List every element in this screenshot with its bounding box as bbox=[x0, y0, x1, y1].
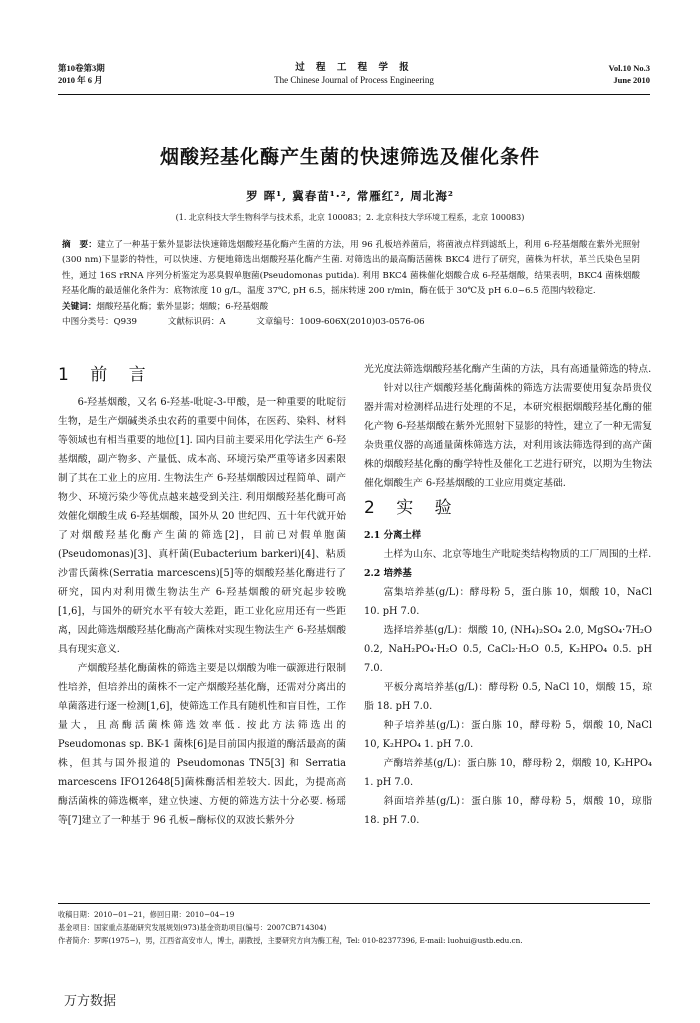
volume-en: Vol.10 No.3 bbox=[608, 63, 650, 73]
abstract-block bbox=[62, 238, 640, 330]
section-2-1-title: 2.1 分离土样 bbox=[364, 530, 422, 541]
footnote-rule bbox=[58, 903, 650, 904]
header-right bbox=[609, 62, 650, 86]
medium-item: 斜面培养基(g/L)：蛋白胨 10，酵母粉 5，烟酸 10，琼脂 18. pH 7.0. bbox=[364, 796, 652, 826]
received-date: 收稿日期：2010−01−21，修回日期：2010−04−19 bbox=[58, 910, 235, 919]
intro-paragraph-1: 6-羟基烟酸，又名 6-羟基-吡啶-3-甲酸，是一种重要的吡啶衍生物，是生产烟碱类杀虫农药的重要中间体，在医药、染料、材料等领域也有相当重要的地位[1]. 国内目前主要采用化学法生产 6-羟基烟酸，副产物多、产量低、成本高、环境污染严重等诸多因素限制了其在工业上的应用. 生物法生产 6-羟基烟酸因过程简单、副产物少、环境污染少等优点越来越受到关注. 利用烟酸羟基化酶可高效催化烟酸生成 6-羟基烟酸，国外从 20 世纪四、五十年代就开始了对烟酸羟基化酶产生菌的筛选[2]，目前已对假单胞菌(Pseudomonas)[3]、真杆菌(Eubacterium barkeri)[4]、粘质沙雷氏菌株(Serratia marcescens)[5]等的烟酸羟基化酶进行了研究，国内对利用微生物法生产 6-羟基烟酸的研究起步较晚[1,6]，与国外的研究水平有较大差距，距工业化应用还有一些距离，因此筛选烟酸羟基化酶高产菌株对实现生物法生产 6-羟基烟酸具有现实意义. bbox=[58, 397, 346, 655]
author-list: 罗 晖¹, 冀春苗¹·², 常雁红², 周北海² bbox=[246, 189, 454, 203]
intro-paragraph-2: 产烟酸羟基化酶菌株的筛选主要是以烟酸为唯一碳源进行限制性培养，但培养出的菌株不一定产烟酸羟基化酶，还需对分离出的单菌落进行逐一检测[1,6]，使筛选工作具有随机性和盲目性，工作量大，且高酶活菌株筛选效率低. 按此方法筛选出的 Pseudomonas sp. BK-1 菌株[6]是目前国内报道的酶活最高的菌株，但其与国外报道的 Pseudomonas TN5[3] 和 Serratia marcescens IFO12648[5]菌株酶活相差较大. 因此，为提高高酶活菌株的筛选概率，建立快速、方便的筛选方法十分必要. 杨瑶等[7]建立了一种基于 96 孔板−酶标仪的双波长紫外分 bbox=[58, 663, 346, 826]
journal-name-en: The Chinese Journal of Process Engineering bbox=[274, 75, 434, 85]
article-number: 文章编号：1009-606X(2010)03-0576-06 bbox=[256, 317, 425, 328]
watermark: 万方数据 bbox=[64, 994, 117, 1009]
date-en: June 2010 bbox=[613, 75, 650, 85]
date-cn: 2010 年 6 月 bbox=[58, 75, 103, 85]
classification-line bbox=[62, 315, 640, 330]
intro-paragraph-3: 针对以往产烟酸羟基化酶菌株的筛选方法需要使用复杂昂贵仪器并需对检测样品进行处理的不足，本研究根据烟酸羟基化酶的催化产物 6-羟基烟酸在紫外光照射下显影的特性，建立了一种无需复杂贵重仪器的高通量菌株筛选方法，对利用该法筛选得到的高产菌株的烟酸羟基化酶的酶学特性及催化工艺进行研究，以期为生物法催化烟酸生产 6-羟基烟酸的工业应用奠定基础. bbox=[364, 383, 652, 489]
footnotes bbox=[58, 908, 650, 947]
keywords bbox=[62, 300, 640, 315]
journal-name-cn: 过 程 工 程 学 报 bbox=[295, 62, 413, 73]
right-column bbox=[364, 360, 652, 830]
medium-item: 选择培养基(g/L)：烟酸 10, (NH₄)₂SO₄ 2.0, MgSO₄·7H₂O 0.2, NaH₂PO₄·H₂O 0.5, CaCl₂·H₂O 0.5, K₂HPO₄ 0.5. pH 7.0. bbox=[364, 625, 652, 674]
author-bio: 作者简介：罗晖(1975−)，男，江西省高安市人，博士，副教授，主要研究方向为酶工程，Tel: 010-82377396, E-mail: luohui@ustb.edu.cn. bbox=[58, 936, 523, 945]
medium-item: 种子培养基(g/L)：蛋白胨 10，酵母粉 5，烟酸 10, NaCl 10, K₂HPO₄ 1. pH 7.0. bbox=[364, 720, 652, 750]
medium-item: 产酶培养基(g/L)：蛋白胨 10，酵母粉 2，烟酸 10, K₂HPO₄ 1. pH 7.0. bbox=[364, 758, 652, 788]
clc-number: 中图分类号：Q939 bbox=[62, 317, 138, 328]
abstract-text: 建立了一种基于紫外显影法快速筛选烟酸羟基化酶产生菌的方法，用 96 孔板培养菌后，将菌液点样到滤纸上，利用 6-羟基烟酸在紫外光照射(300 nm)下显影的特性，可以快速、方便地筛选出烟酸羟基化酶产生菌. 对筛选出的最高酶活菌株 BKC4 进行了研究，菌株为杆状，革兰氏染色呈阴性，通过 16S rRNA 序列分析鉴定为恶臭假单胞菌(Pseudomonas putida). 利用 BKC4 菌株催化烟酸合成 6-羟基烟酸，结果表明，BKC4 菌株烟酸羟基化酶的最适催化条件为：底物浓度 10 g/L，温度 37℃, pH 6.5，摇床转速 200 r/min，酶在低于 30℃及 pH 6.0~6.5 范围内较稳定. bbox=[62, 240, 640, 297]
affiliation: (1. 北京科技大学生物科学与技术系，北京 100083；2. 北京科技大学环境工程系，北京 100083) bbox=[175, 213, 525, 222]
fund-info: 基金项目：国家重点基础研究发展规划(973)基金资助项目(编号：2007CB714304) bbox=[58, 923, 327, 932]
keywords-label: 关键词： bbox=[62, 301, 97, 312]
medium-item: 平板分离培养基(g/L)：酵母粉 0.5, NaCl 10，烟酸 15，琼脂 18. pH 7.0. bbox=[364, 682, 652, 712]
running-header bbox=[58, 58, 650, 95]
paper-title: 烟酸羟基化酶产生菌的快速筛选及催化条件 bbox=[159, 146, 540, 168]
section-2-1-text: 土样为山东、北京等地生产吡啶类结构物质的工厂周围的土样. bbox=[383, 549, 652, 560]
left-column bbox=[58, 360, 346, 830]
section-2-2-title: 2.2 培养基 bbox=[364, 568, 412, 579]
volume-cn: 第10卷第3期 bbox=[58, 63, 105, 73]
abstract bbox=[62, 238, 640, 300]
keywords-text: 烟酸羟基化酶；紫外显影；烟酸；6-羟基烟酸 bbox=[96, 301, 269, 312]
header-center bbox=[58, 62, 650, 86]
document-code: 文献标识码：A bbox=[167, 317, 226, 328]
section-1-title: 1 前 言 bbox=[58, 365, 154, 385]
abstract-label: 摘 要： bbox=[62, 240, 97, 250]
section-2-title: 2 实 验 bbox=[364, 498, 460, 518]
intro-paragraph-2-cont: 光光度法筛选烟酸羟基化酶产生菌的方法，具有高通量筛选的特点. bbox=[364, 364, 652, 375]
medium-item: 富集培养基(g/L)：酵母粉 5，蛋白胨 10，烟酸 10，NaCl 10. pH 7.0. bbox=[364, 587, 652, 617]
